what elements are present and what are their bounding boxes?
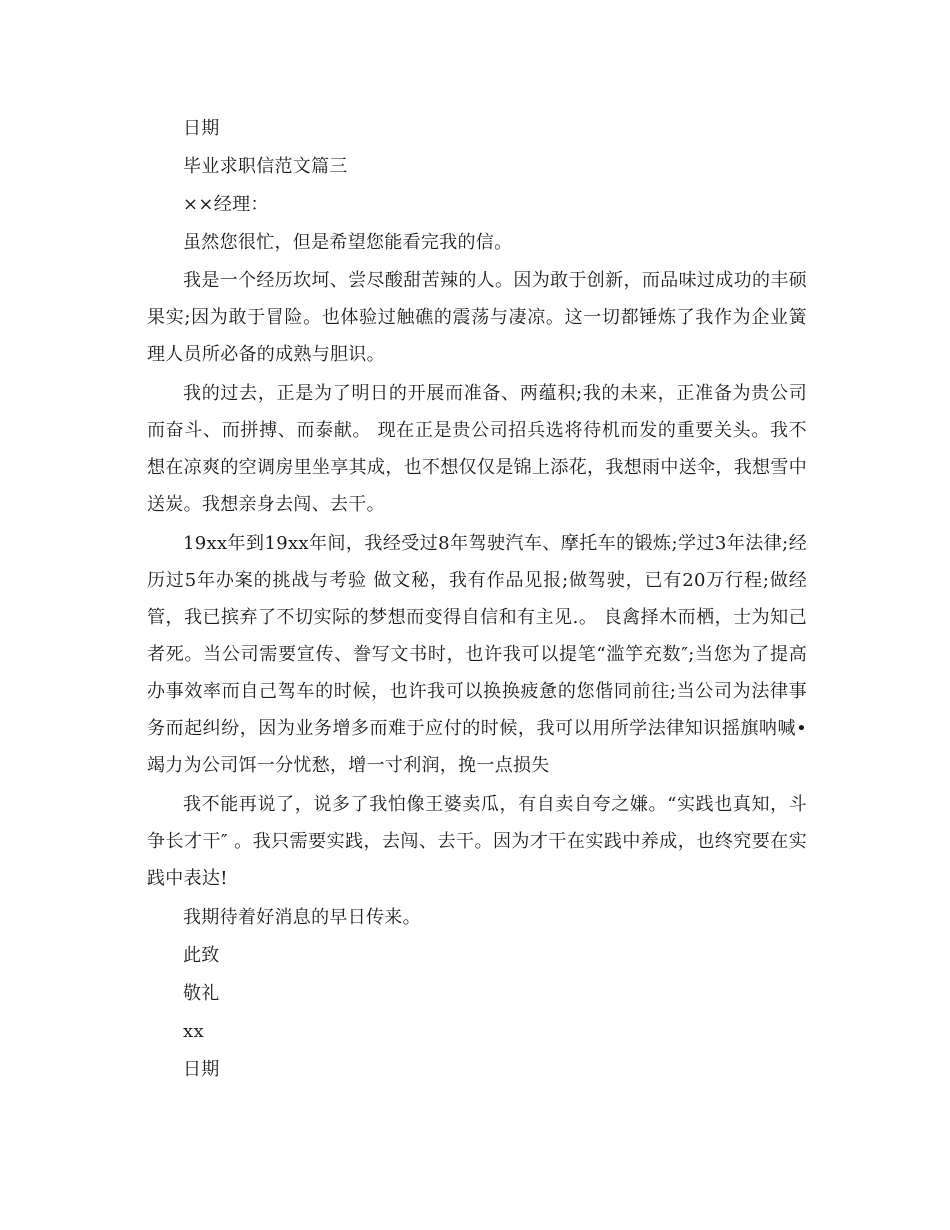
body-paragraph-2: 我的过去，正是为了明日的开展而准备、两蕴积;我的未来，正准备为贵公司而奋斗、而拼搏、而泰献。 现在正是贵公司招兵选将待机而发的重要关头。我不想在凉爽的空调房里坐享其成，也不想仅仅是锦上添花，我想雨中送伞，我想雪中送炭。我想亲身去闯、去干。 bbox=[147, 383, 807, 515]
bottom-date: 日期 bbox=[183, 1059, 220, 1080]
body-paragraph-1: 我是一个经历坎坷、尝尽酸甜苦辣的人。因为敢于创新，而品味过成功的丰硕果实;因为敢于冒险。也体验过触礁的震荡与凄凉。这一切都锤炼了我作为企业簧理人员所必备的成熟与胆识。 bbox=[147, 270, 807, 365]
body-paragraph-4: 我不能再说了，说多了我怕像王婆卖瓜，有自卖自夸之嫌。“实践也真知，斗争长才干″ 。我只需要实践，去闯、去干。因为才干在实践中养成，也终究要在实践中表达! bbox=[147, 794, 807, 889]
letter-document bbox=[147, 110, 807, 1089]
closing-salutation-2: 敬礼 bbox=[183, 983, 220, 1004]
letter-title: 毕业求职信范文篇三 bbox=[183, 156, 348, 177]
closing-salutation-1: 此致 bbox=[183, 945, 220, 966]
top-date: 日期 bbox=[183, 118, 220, 139]
closing-wish: 我期待着好消息的早日传来。 bbox=[183, 907, 421, 928]
salutation: ××经理： bbox=[183, 194, 269, 215]
body-paragraph-3: 19xx年到19xx年间，我经受过8年驾驶汽车、摩托车的锻炼;学过3年法律;经历过5年办案的挑战与考验 做文秘，我有作品见报;做驾驶，已有20万行程;做经管，我已摈弃了不切实际的梦想而变得自信和有主见.。 良禽择木而栖，士为知己者死。当公司需要宣传、誊写文书时，也许我可以提笔“滥竽充数″;当您为了提高办事效率而自己驾车的时候，也许我可以换换疲惫的您偕同前往;当公司为法律事务而起纠纷，因为业务增多而难于应付的时候，我可以用所学法律知识摇旗呐喊•竭力为公司饵一分忧愁，增一寸利润，挽一点损失 bbox=[147, 533, 807, 776]
signature: xx bbox=[183, 1021, 204, 1042]
opening-line: 虽然您很忙，但是希望您能看完我的信。 bbox=[183, 232, 513, 253]
